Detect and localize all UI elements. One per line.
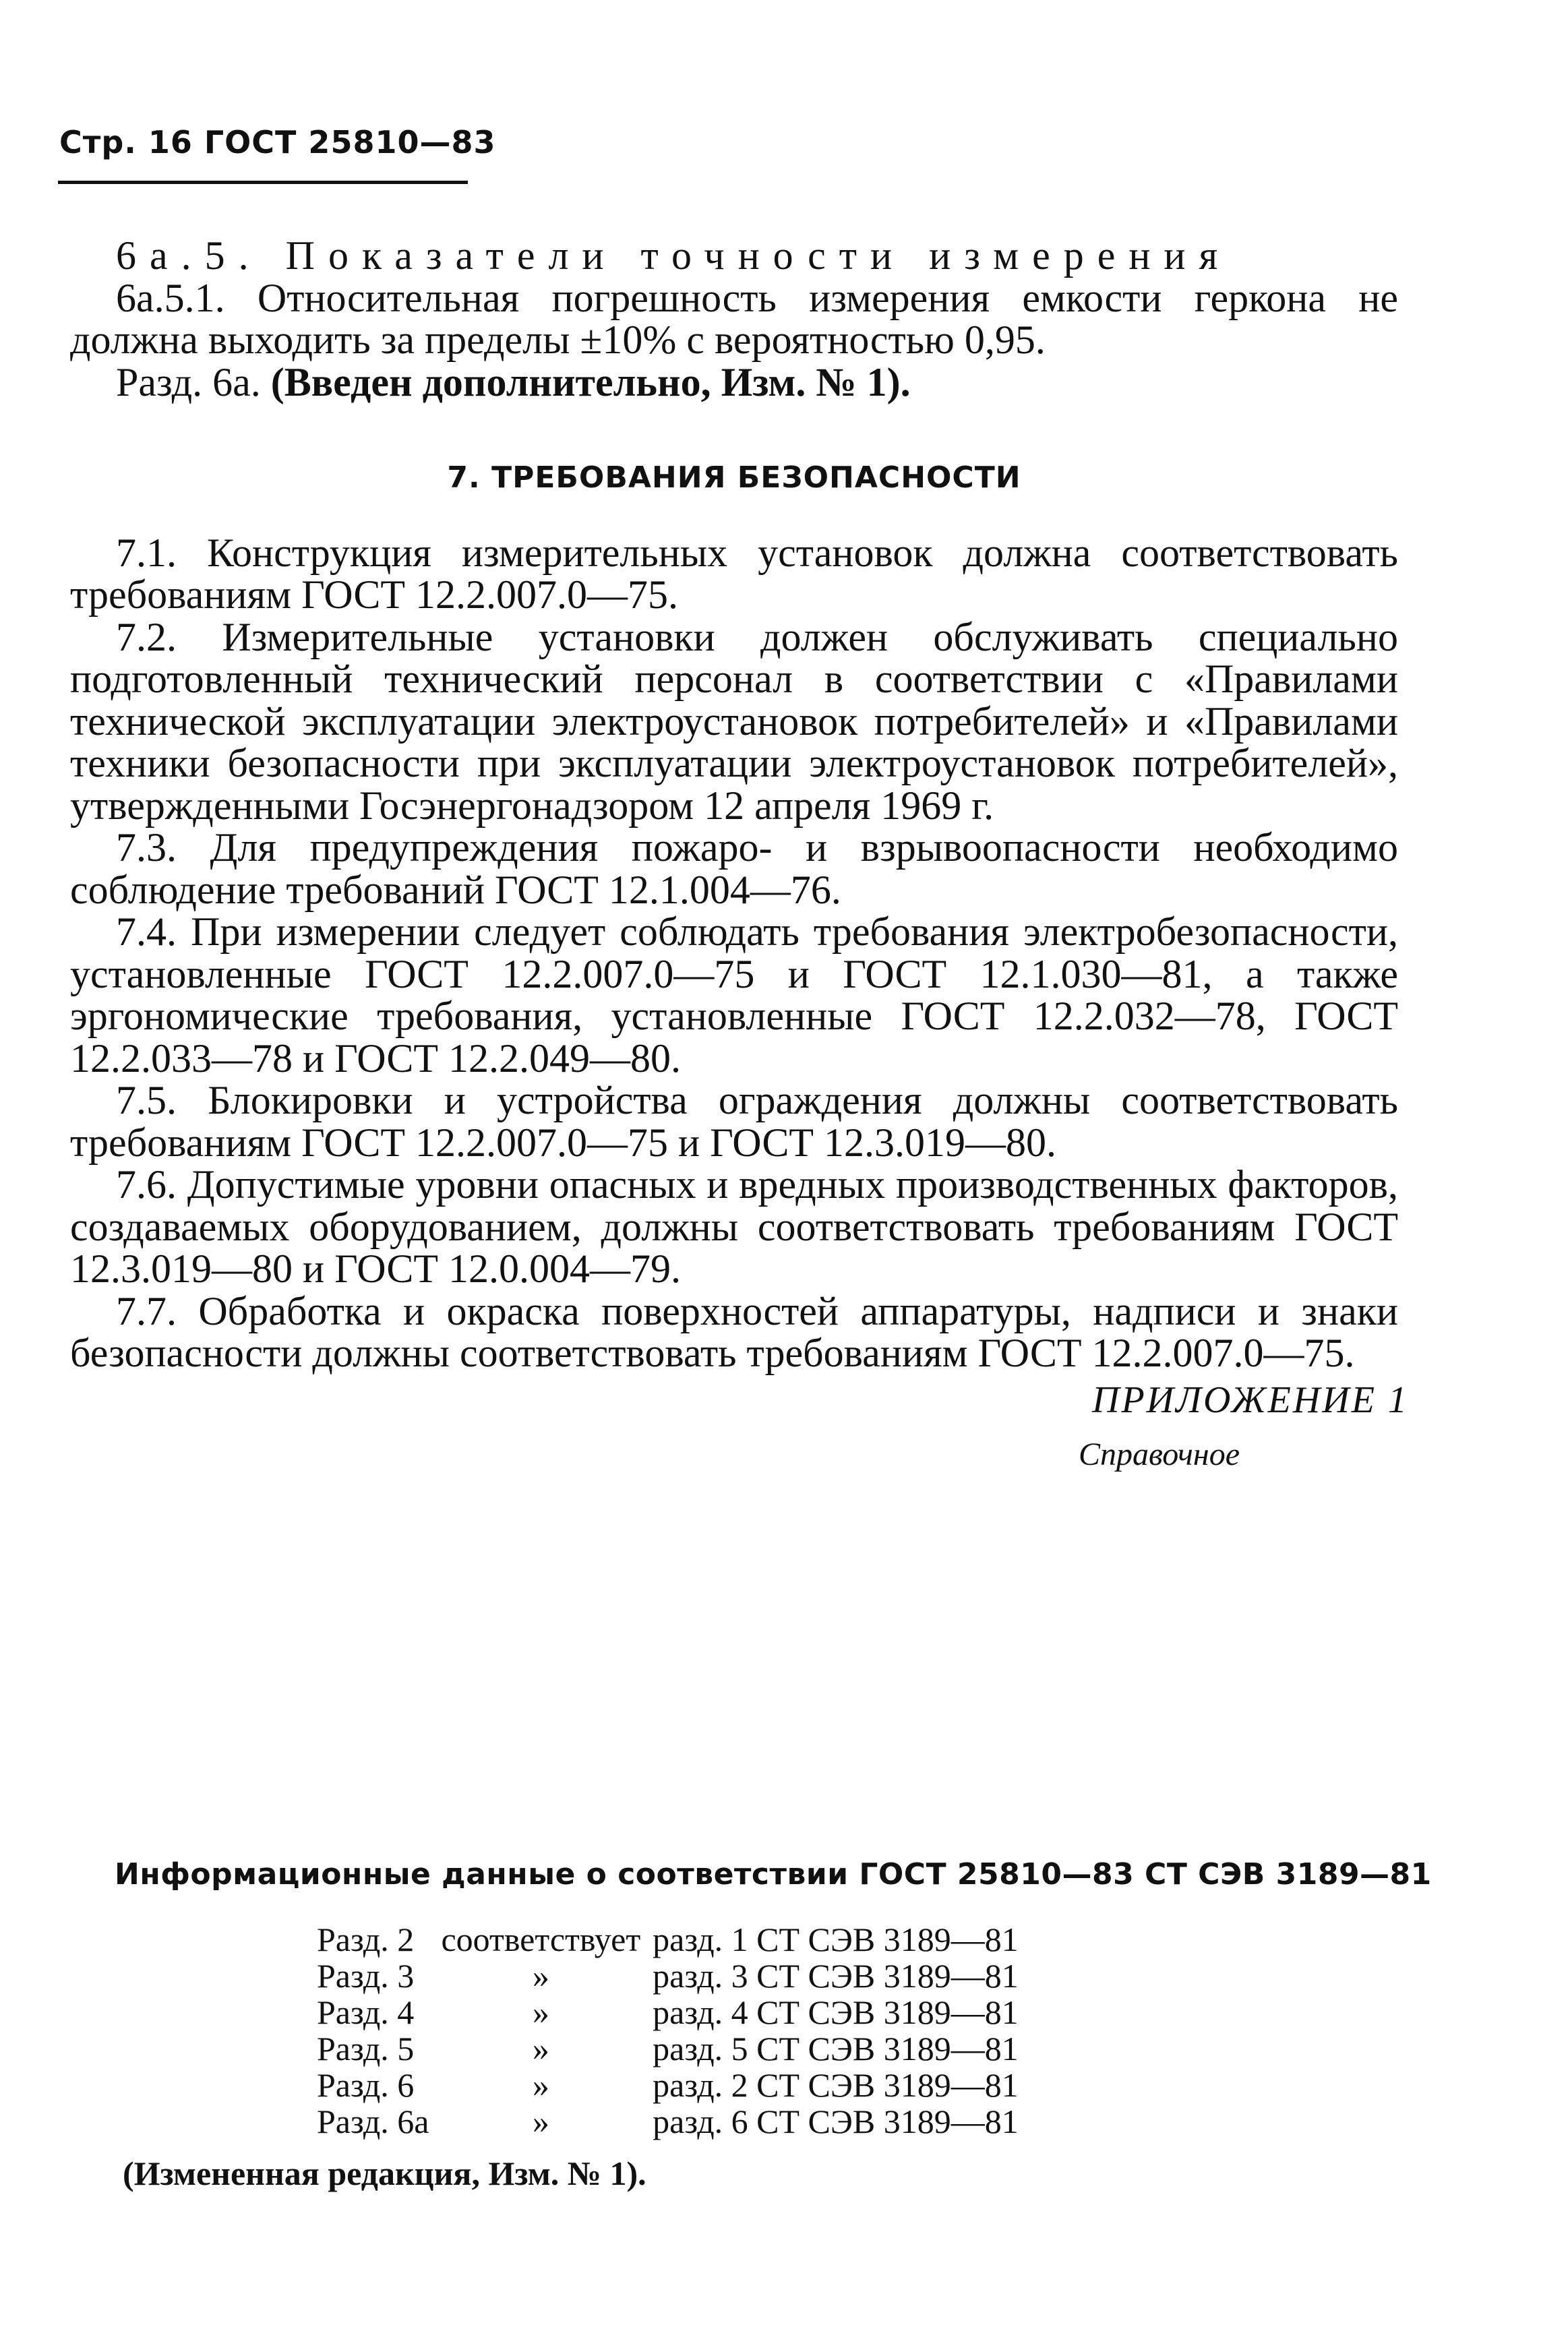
paragraph-7-6: 7.6. Допустимые уровни опасных и вредных производственных факторов, создаваемых оборудованием, должны соответствовать требованиям ГОСТ 12.3.019—80 и ГОСТ 12.0.004—79. (70, 1162, 1398, 1291)
section-cell: Разд. 6 (317, 2066, 415, 2104)
paragraph-7-7: 7.7. Обработка и окраска поверхностей аппаратуры, надписи и знаки безопасности должны соответствовать требованиям ГОСТ 12.2.007.0—75. (70, 1288, 1398, 1375)
relation-cell: » (532, 1957, 549, 1995)
relation-cell: » (532, 1993, 549, 2031)
reference-cell: разд. 2 СТ СЭВ 3189—81 (653, 2066, 1019, 2104)
paragraph-7-5: 7.5. Блокировки и устройства ограждения должны соответствовать требованиям ГОСТ 12.2.007.0—75 и ГОСТ 12.3.019—80. (70, 1078, 1398, 1165)
relation-cell: » (532, 2030, 549, 2067)
page-content (70, 235, 1398, 1375)
table-row (317, 2103, 1031, 2140)
reference-cell: разд. 5 СТ СЭВ 3189—81 (653, 2030, 1019, 2067)
table-row (317, 1921, 1031, 1958)
paragraph-7-3: 7.3. Для предупреждения пожаро- и взрывоопасности необходимо соблюдение требований ГОСТ 12.1.004—76. (70, 825, 1398, 912)
table-row (317, 2030, 1031, 2067)
relation-cell: соответствует (441, 1921, 641, 1958)
relation-cell: » (532, 2066, 549, 2104)
table-row (317, 2067, 1031, 2103)
amendment-note: (Измененная редакция, Изм. № 1). (123, 2154, 646, 2192)
page-header: Стр. 16 ГОСТ 25810—83 (59, 124, 496, 160)
section-6a5-heading: 6а.5. Показатели точности измерения (116, 233, 1232, 278)
header-rule (58, 181, 468, 184)
paragraph-7-1: 7.1. Конструкция измерительных установок должна соответствовать требованиям ГОСТ 12.2.007.0—75. (70, 530, 1398, 617)
reference-cell: разд. 3 СТ СЭВ 3189—81 (653, 1957, 1019, 1995)
paragraph-6a5-1: 6а.5.1. Относительная погрешность измерения емкости геркона не должна выходить за пределы ±10% с вероятностью 0,95. (70, 275, 1398, 362)
reference-cell: разд. 6 СТ СЭВ 3189—81 (653, 2103, 1019, 2140)
section-cell: Разд. 5 (317, 2030, 415, 2067)
info-title: Информационные данные о соответствии ГОСТ 25810—83 СТ СЭВ 3189—81 (115, 1857, 1432, 1892)
note-prefix: Разд. 6а. (116, 359, 271, 404)
appendix-subtitle: Справочное (1079, 1437, 1240, 1472)
paragraph-6a-note (70, 361, 1398, 404)
relation-cell: » (532, 2103, 549, 2140)
paragraph-7-2: 7.2. Измерительные установки должен обслуживать специально подготовленный технический персонал в соответствии с «Правилами технической эксплуатации электроустановок потребителей» и «Правилами техники безопасности при эксплуатации электроустановок потребителей», утвержденными Госэнергонадзором 12 апреля 1969 г. (70, 614, 1398, 828)
reference-cell: разд. 4 СТ СЭВ 3189—81 (653, 1993, 1019, 2031)
table-row (317, 1958, 1031, 1994)
section-cell: Разд. 4 (317, 1993, 415, 2031)
section-cell: Разд. 6а (317, 2103, 429, 2140)
table-row (317, 1994, 1031, 2030)
paragraph-7-4: 7.4. При измерении следует соблюдать требования электробезопасности, установленные ГОСТ 12.2.007.0—75 и ГОСТ 12.1.030—81, а также эргономические требования, установленные ГОСТ 12.2.032—78, ГОСТ 12.2.033—78 и ГОСТ 12.2.049—80. (70, 909, 1398, 1081)
reference-cell: разд. 1 СТ СЭВ 3189—81 (653, 1921, 1019, 1958)
section-7-title: 7. ТРЕБОВАНИЯ БЕЗОПАСНОСТИ (447, 460, 1021, 495)
appendix-label: ПРИЛОЖЕНИЕ 1 (1092, 1379, 1409, 1421)
correspondence-table (317, 1921, 1031, 2140)
note-amendment: (Введен дополнительно, Изм. № 1). (270, 359, 911, 404)
section-cell: Разд. 2 (317, 1921, 415, 1958)
section-cell: Разд. 3 (317, 1957, 415, 1995)
